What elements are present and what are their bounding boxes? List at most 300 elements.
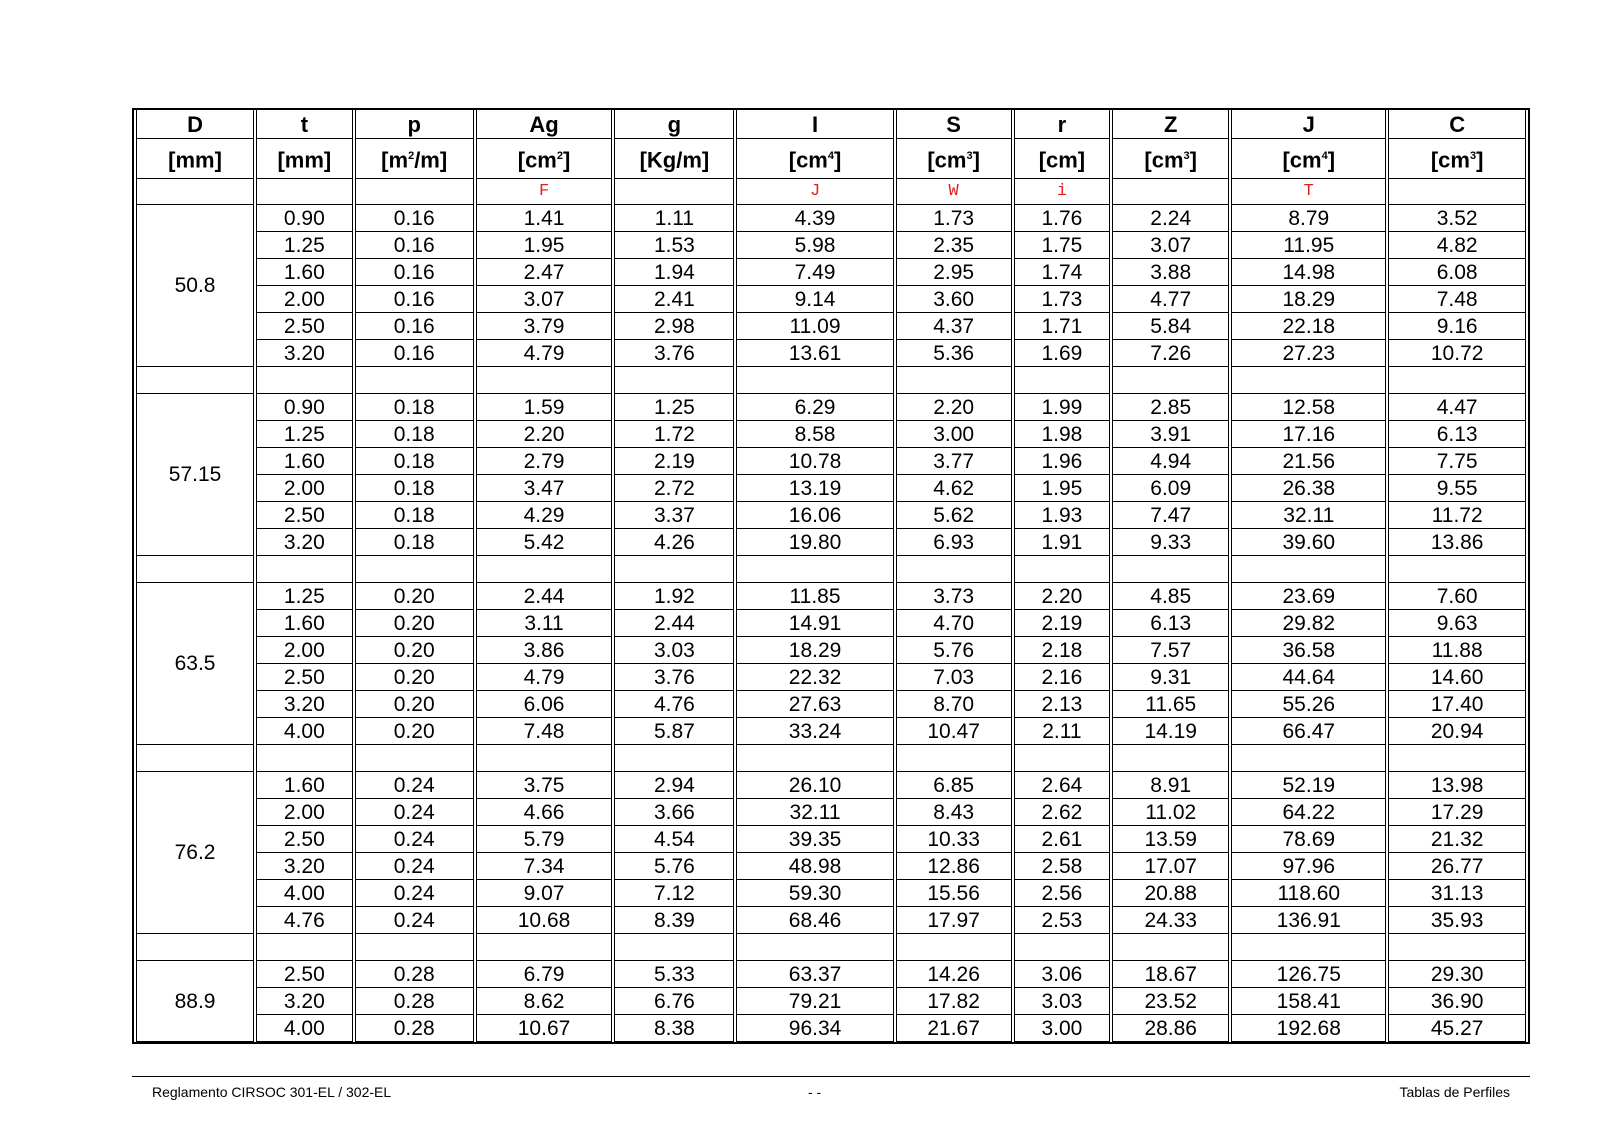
spacer-cell (896, 367, 1012, 394)
table-cell: 0.16 (355, 205, 474, 232)
table-cell: 26.38 (1231, 475, 1386, 502)
table-row (136, 853, 1526, 880)
unit-tail: ] (1476, 147, 1484, 173)
table-cell: 2.47 (476, 259, 613, 286)
column-header-symbol: J (1231, 110, 1386, 139)
table-cell: 15.56 (896, 880, 1012, 907)
footer-divider (132, 1076, 1530, 1077)
table-cell: 4.29 (476, 502, 613, 529)
table-cell: 1.25 (256, 583, 353, 610)
table-cell: 3.03 (614, 637, 734, 664)
table-row (136, 718, 1526, 745)
table-cell: 0.24 (355, 799, 474, 826)
table-cell: 7.75 (1388, 448, 1526, 475)
group-spacer-row (136, 367, 1526, 394)
table-cell: 1.94 (614, 259, 734, 286)
table-row (136, 340, 1526, 367)
table-cell: 12.58 (1231, 394, 1386, 421)
spacer-cell (476, 367, 613, 394)
table-row (136, 529, 1526, 556)
table-cell: 8.38 (614, 1015, 734, 1042)
table-cell: 78.69 (1231, 826, 1386, 853)
table-cell: 5.33 (614, 961, 734, 988)
column-header-unit (476, 139, 613, 179)
column-header-symbol: t (256, 110, 353, 139)
table-cell: 2.19 (614, 448, 734, 475)
table-cell: 68.46 (736, 907, 893, 934)
table-cell: 3.07 (476, 286, 613, 313)
diameter-cell: 76.2 (136, 772, 254, 934)
column-header-symbol: r (1014, 110, 1111, 139)
table-cell: 97.96 (1231, 853, 1386, 880)
column-header-symbol: S (896, 110, 1012, 139)
table-cell: 21.56 (1231, 448, 1386, 475)
table-row (136, 664, 1526, 691)
table-cell: 26.10 (736, 772, 893, 799)
table-cell: 4.47 (1388, 394, 1526, 421)
table-cell: 14.91 (736, 610, 893, 637)
spacer-cell (355, 367, 474, 394)
table-cell: 3.47 (476, 475, 613, 502)
table-cell: 3.20 (256, 853, 353, 880)
table-cell: 4.26 (614, 529, 734, 556)
table-cell: 26.77 (1388, 853, 1526, 880)
table-cell: 2.20 (896, 394, 1012, 421)
table-cell: 9.55 (1388, 475, 1526, 502)
table-cell: 18.29 (1231, 286, 1386, 313)
table-cell: 2.95 (896, 259, 1012, 286)
table-cell: 0.18 (355, 394, 474, 421)
table-cell: 1.59 (476, 394, 613, 421)
table-cell: 0.28 (355, 961, 474, 988)
table-cell: 1.76 (1014, 205, 1111, 232)
table-cell: 6.85 (896, 772, 1012, 799)
table-cell: 2.00 (256, 475, 353, 502)
table-row (136, 799, 1526, 826)
spacer-cell (256, 556, 353, 583)
table-cell: 20.88 (1112, 880, 1229, 907)
table-cell: 64.22 (1231, 799, 1386, 826)
unit-exponent: 3 (1469, 150, 1477, 163)
spacer-cell (896, 556, 1012, 583)
column-header-symbol: Z (1112, 110, 1229, 139)
table-cell: 3.11 (476, 610, 613, 637)
table-cell: 6.79 (476, 961, 613, 988)
spacer-cell (476, 934, 613, 961)
table-cell: 7.48 (476, 718, 613, 745)
table-cell: 9.33 (1112, 529, 1229, 556)
column-alias (136, 179, 254, 205)
spacer-cell (136, 367, 254, 394)
column-header-symbol: I (736, 110, 893, 139)
spacer-cell (256, 745, 353, 772)
table-cell: 3.20 (256, 529, 353, 556)
table-cell: 0.20 (355, 583, 474, 610)
table-cell: 3.52 (1388, 205, 1526, 232)
column-alias (355, 179, 474, 205)
table-cell: 6.13 (1112, 610, 1229, 637)
table-cell: 17.40 (1388, 691, 1526, 718)
table-row (136, 286, 1526, 313)
table-cell: 7.47 (1112, 502, 1229, 529)
table-cell: 8.58 (736, 421, 893, 448)
table-cell: 27.63 (736, 691, 893, 718)
table-cell: 4.37 (896, 313, 1012, 340)
unit-tail: ] (1327, 147, 1336, 173)
table-cell: 3.75 (476, 772, 613, 799)
table-cell: 96.34 (736, 1015, 893, 1042)
table-cell: 0.24 (355, 880, 474, 907)
table-cell: 9.07 (476, 880, 613, 907)
table-cell: 1.73 (1014, 286, 1111, 313)
table-cell: 5.79 (476, 826, 613, 853)
footer-page-number: - - (808, 1084, 822, 1100)
table-cell: 5.62 (896, 502, 1012, 529)
table-cell: 5.87 (614, 718, 734, 745)
unit-tail: ] (972, 147, 980, 173)
column-header-unit (355, 139, 474, 179)
unit-base: [cm (788, 147, 828, 173)
table-cell: 4.94 (1112, 448, 1229, 475)
table-cell: 23.52 (1112, 988, 1229, 1015)
table-cell: 11.95 (1231, 232, 1386, 259)
table-cell: 0.28 (355, 988, 474, 1015)
table-row (136, 691, 1526, 718)
spacer-cell (896, 745, 1012, 772)
table-cell: 3.06 (1014, 961, 1111, 988)
table-row (136, 637, 1526, 664)
table-cell: 4.00 (256, 880, 353, 907)
unit-base: [cm (927, 147, 967, 173)
column-alias (614, 179, 734, 205)
table-cell: 27.23 (1231, 340, 1386, 367)
table-cell: 2.58 (1014, 853, 1111, 880)
table-cell: 0.16 (355, 232, 474, 259)
profile-table (134, 110, 1528, 1042)
table-cell: 6.08 (1388, 259, 1526, 286)
table-cell: 17.16 (1231, 421, 1386, 448)
table-cell: 0.90 (256, 205, 353, 232)
table-row (136, 880, 1526, 907)
table-cell: 7.03 (896, 664, 1012, 691)
group-spacer-row (136, 745, 1526, 772)
table-cell: 3.20 (256, 988, 353, 1015)
table-cell: 8.43 (896, 799, 1012, 826)
table-cell: 3.79 (476, 313, 613, 340)
unit-tail: ] (1189, 147, 1197, 173)
table-cell: 2.00 (256, 637, 353, 664)
table-cell: 6.13 (1388, 421, 1526, 448)
table-cell: 4.85 (1112, 583, 1229, 610)
spacer-cell (1112, 745, 1229, 772)
column-alias: i (1014, 179, 1111, 205)
table-row (136, 394, 1526, 421)
table-cell: 2.00 (256, 799, 353, 826)
spacer-cell (1231, 367, 1386, 394)
spacer-cell (1112, 556, 1229, 583)
table-cell: 0.24 (355, 853, 474, 880)
table-cell: 21.67 (896, 1015, 1012, 1042)
table-cell: 36.90 (1388, 988, 1526, 1015)
table-cell: 2.16 (1014, 664, 1111, 691)
table-cell: 13.59 (1112, 826, 1229, 853)
column-alias (256, 179, 353, 205)
column-header-unit (896, 139, 1012, 179)
table-cell: 20.94 (1388, 718, 1526, 745)
table-cell: 39.35 (736, 826, 893, 853)
table-cell: 7.12 (614, 880, 734, 907)
table-cell: 55.26 (1231, 691, 1386, 718)
table-cell: 0.16 (355, 259, 474, 286)
table-cell: 1.69 (1014, 340, 1111, 367)
table-cell: 10.68 (476, 907, 613, 934)
table-cell: 36.58 (1231, 637, 1386, 664)
unit-exponent: 4 (1321, 150, 1328, 163)
table-row (136, 259, 1526, 286)
table-cell: 13.19 (736, 475, 893, 502)
unit-tail: ] (834, 147, 842, 173)
column-alias (1112, 179, 1229, 205)
table-cell: 0.18 (355, 421, 474, 448)
table-cell: 0.16 (355, 313, 474, 340)
table-cell: 3.03 (1014, 988, 1111, 1015)
table-cell: 0.20 (355, 691, 474, 718)
table-cell: 35.93 (1388, 907, 1526, 934)
table-cell: 9.63 (1388, 610, 1526, 637)
table-cell: 2.50 (256, 313, 353, 340)
table-cell: 11.09 (736, 313, 893, 340)
table-cell: 9.14 (736, 286, 893, 313)
table-cell: 45.27 (1388, 1015, 1526, 1042)
table-cell: 24.33 (1112, 907, 1229, 934)
table-cell: 2.35 (896, 232, 1012, 259)
spacer-cell (355, 556, 474, 583)
table-row (136, 772, 1526, 799)
spacer-cell (136, 934, 254, 961)
table-row (136, 232, 1526, 259)
spacer-cell (256, 367, 353, 394)
table-cell: 2.44 (476, 583, 613, 610)
table-cell: 52.19 (1231, 772, 1386, 799)
column-header-symbol: D (136, 110, 254, 139)
table-cell: 0.18 (355, 529, 474, 556)
table-cell: 10.72 (1388, 340, 1526, 367)
table-cell: 4.79 (476, 664, 613, 691)
table-row (136, 1015, 1526, 1042)
table-cell: 4.77 (1112, 286, 1229, 313)
spacer-cell (136, 745, 254, 772)
column-header-symbol: p (355, 110, 474, 139)
table-cell: 0.18 (355, 475, 474, 502)
table-cell: 7.49 (736, 259, 893, 286)
table-cell: 7.26 (1112, 340, 1229, 367)
column-header-symbol: C (1388, 110, 1526, 139)
table-cell: 11.65 (1112, 691, 1229, 718)
table-cell: 18.29 (736, 637, 893, 664)
spacer-cell (1014, 367, 1111, 394)
table-cell: 32.11 (736, 799, 893, 826)
table-cell: 4.79 (476, 340, 613, 367)
table-cell: 10.33 (896, 826, 1012, 853)
table-cell: 3.07 (1112, 232, 1229, 259)
table-cell: 2.19 (1014, 610, 1111, 637)
table-cell: 14.98 (1231, 259, 1386, 286)
table-cell: 2.50 (256, 502, 353, 529)
spacer-cell (1112, 367, 1229, 394)
table-cell: 63.37 (736, 961, 893, 988)
column-header-unit (1388, 139, 1526, 179)
table-cell: 6.93 (896, 529, 1012, 556)
table-cell: 7.48 (1388, 286, 1526, 313)
spacer-cell (1231, 745, 1386, 772)
spacer-cell (1388, 745, 1526, 772)
table-cell: 6.09 (1112, 475, 1229, 502)
table-cell: 79.21 (736, 988, 893, 1015)
table-cell: 0.20 (355, 610, 474, 637)
table-cell: 2.56 (1014, 880, 1111, 907)
unit-exponent: 2 (408, 150, 415, 163)
unit-base: [mm] (168, 147, 222, 173)
table-cell: 6.76 (614, 988, 734, 1015)
table-cell: 1.60 (256, 772, 353, 799)
unit-exponent: 3 (966, 150, 973, 163)
table-cell: 118.60 (1231, 880, 1386, 907)
unit-tail: ] (563, 147, 571, 173)
table-cell: 5.36 (896, 340, 1012, 367)
unit-base: [cm (1282, 147, 1322, 173)
column-header-unit (614, 139, 734, 179)
table-cell: 4.76 (256, 907, 353, 934)
diameter-cell: 50.8 (136, 205, 254, 367)
table-cell: 12.86 (896, 853, 1012, 880)
table-cell: 0.24 (355, 772, 474, 799)
table-cell: 1.99 (1014, 394, 1111, 421)
table-cell: 3.76 (614, 664, 734, 691)
table-cell: 1.60 (256, 448, 353, 475)
table-cell: 5.76 (896, 637, 1012, 664)
table-cell: 3.00 (1014, 1015, 1111, 1042)
table-cell: 17.29 (1388, 799, 1526, 826)
table-cell: 1.92 (614, 583, 734, 610)
table-cell: 10.67 (476, 1015, 613, 1042)
spacer-cell (614, 367, 734, 394)
table-row (136, 448, 1526, 475)
table-cell: 1.74 (1014, 259, 1111, 286)
table-cell: 0.28 (355, 1015, 474, 1042)
spacer-cell (736, 556, 893, 583)
table-cell: 1.25 (256, 421, 353, 448)
table-cell: 4.62 (896, 475, 1012, 502)
table-cell: 0.18 (355, 448, 474, 475)
table-row (136, 421, 1526, 448)
table-cell: 4.00 (256, 718, 353, 745)
table-cell: 2.98 (614, 313, 734, 340)
spacer-cell (1014, 556, 1111, 583)
table-cell: 2.11 (1014, 718, 1111, 745)
table-cell: 3.20 (256, 691, 353, 718)
table-cell: 126.75 (1231, 961, 1386, 988)
spacer-cell (256, 934, 353, 961)
table-cell: 2.44 (614, 610, 734, 637)
table-cell: 1.25 (614, 394, 734, 421)
unit-exponent: 3 (1183, 150, 1190, 163)
table-cell: 1.95 (476, 232, 613, 259)
table-cell: 2.94 (614, 772, 734, 799)
table-cell: 10.47 (896, 718, 1012, 745)
unit-exponent: 4 (827, 150, 834, 163)
table-cell: 5.84 (1112, 313, 1229, 340)
column-alias: T (1231, 179, 1386, 205)
table-cell: 4.70 (896, 610, 1012, 637)
table-cell: 0.20 (355, 718, 474, 745)
table-cell: 0.20 (355, 664, 474, 691)
column-alias: J (736, 179, 893, 205)
table-cell: 2.64 (1014, 772, 1111, 799)
table-cell: 2.00 (256, 286, 353, 313)
table-cell: 6.06 (476, 691, 613, 718)
column-header-unit (1231, 139, 1386, 179)
table-cell: 8.39 (614, 907, 734, 934)
table-cell: 17.97 (896, 907, 1012, 934)
table-cell: 1.53 (614, 232, 734, 259)
table-cell: 3.66 (614, 799, 734, 826)
table-cell: 2.13 (1014, 691, 1111, 718)
table-cell: 2.53 (1014, 907, 1111, 934)
table-cell: 1.41 (476, 205, 613, 232)
table-row (136, 988, 1526, 1015)
table-cell: 1.71 (1014, 313, 1111, 340)
table-cell: 39.60 (1231, 529, 1386, 556)
table-cell: 1.25 (256, 232, 353, 259)
table-cell: 4.66 (476, 799, 613, 826)
table-cell: 4.82 (1388, 232, 1526, 259)
table-cell: 2.85 (1112, 394, 1229, 421)
footer-section-title: Tablas de Perfiles (1399, 1084, 1510, 1100)
unit-base: [Kg/m] (639, 147, 710, 173)
table-cell: 28.86 (1112, 1015, 1229, 1042)
table-cell: 16.06 (736, 502, 893, 529)
table-cell: 192.68 (1231, 1015, 1386, 1042)
table-cell: 1.96 (1014, 448, 1111, 475)
table-cell: 3.37 (614, 502, 734, 529)
spacer-cell (1388, 367, 1526, 394)
column-header-unit (256, 139, 353, 179)
table-cell: 8.79 (1231, 205, 1386, 232)
table-cell: 33.24 (736, 718, 893, 745)
table-cell: 8.70 (896, 691, 1012, 718)
spacer-cell (355, 745, 474, 772)
table-row (136, 961, 1526, 988)
table-cell: 2.18 (1014, 637, 1111, 664)
table-cell: 32.11 (1231, 502, 1386, 529)
header-symbols-row (136, 110, 1526, 139)
table-cell: 3.88 (1112, 259, 1229, 286)
table-cell: 3.60 (896, 286, 1012, 313)
spacer-cell (476, 745, 613, 772)
spacer-cell (736, 745, 893, 772)
table-cell: 2.24 (1112, 205, 1229, 232)
table-cell: 6.29 (736, 394, 893, 421)
column-header-unit (1014, 139, 1111, 179)
diameter-cell: 88.9 (136, 961, 254, 1042)
column-header-unit (1112, 139, 1229, 179)
table-cell: 7.60 (1388, 583, 1526, 610)
table-cell: 66.47 (1231, 718, 1386, 745)
spacer-cell (896, 934, 1012, 961)
table-cell: 4.00 (256, 1015, 353, 1042)
unit-base: [mm] (277, 147, 332, 173)
column-header-unit (136, 139, 254, 179)
